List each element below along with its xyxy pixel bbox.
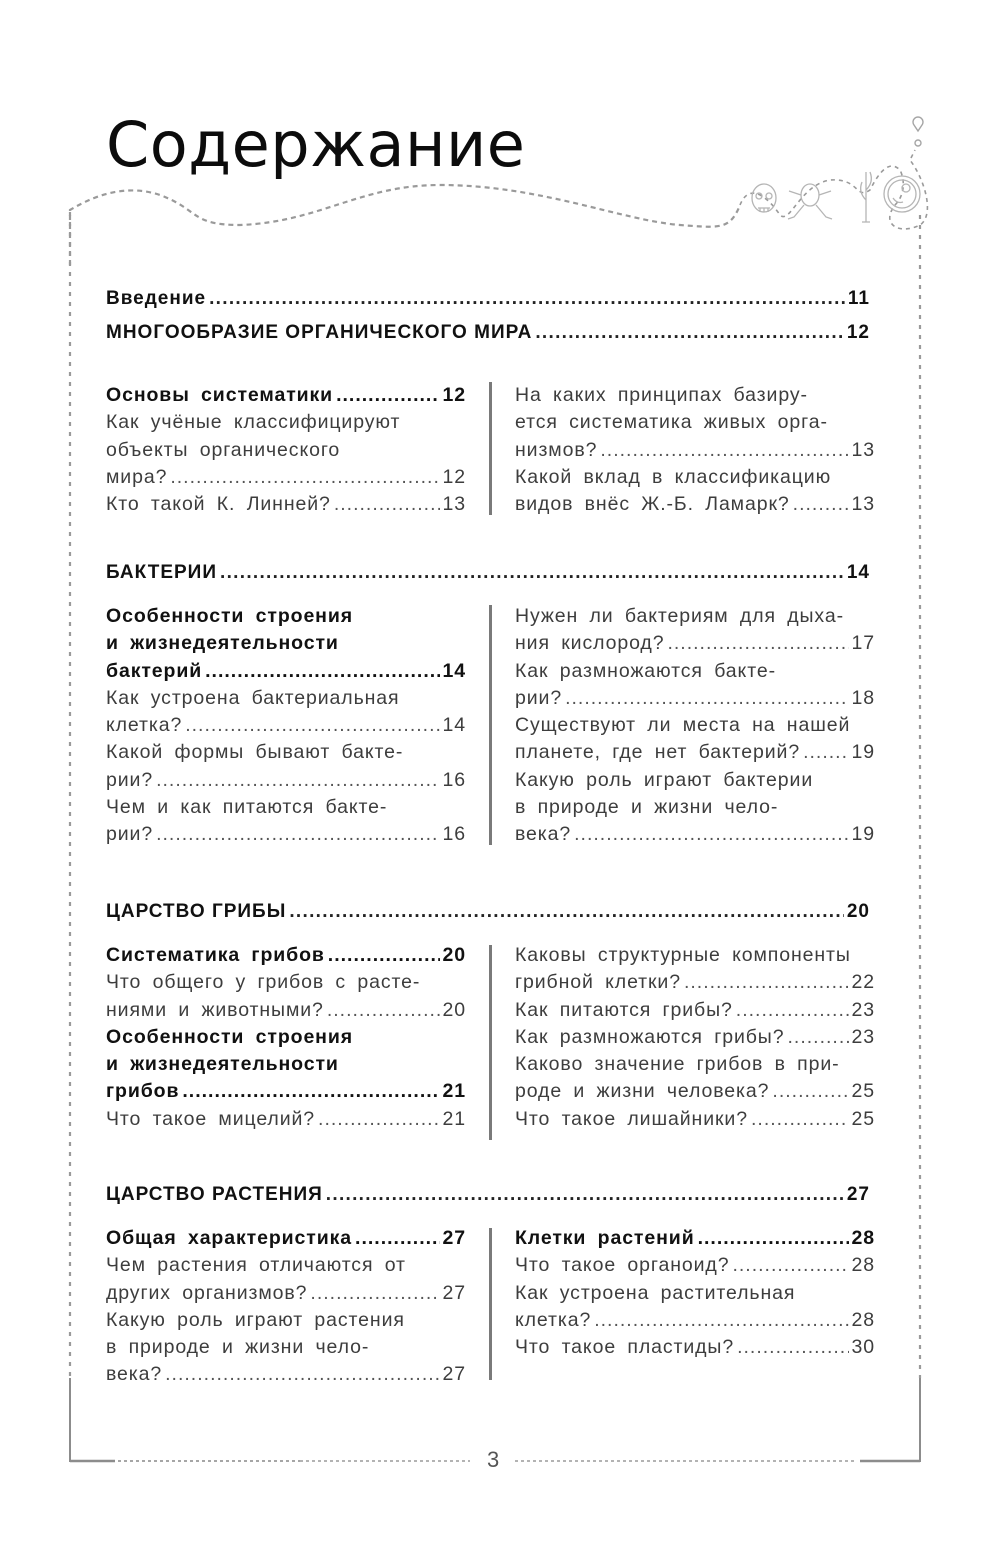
toc-section-page: 27 — [846, 1184, 870, 1205]
toc-entry-label: рии? — [106, 823, 154, 846]
toc-entry[interactable] — [515, 712, 875, 767]
toc-entry-page: 19 — [851, 823, 875, 846]
toc-entry[interactable] — [515, 464, 875, 519]
toc-entry[interactable] — [515, 658, 875, 713]
toc-subsection[interactable] — [106, 942, 466, 969]
toc-section-header[interactable] — [106, 895, 870, 929]
toc-entry-text: в природе и жизни чело- — [515, 796, 779, 819]
toc-column-right — [515, 1225, 875, 1361]
leader-dots — [600, 437, 848, 464]
toc-entry[interactable] — [515, 767, 875, 849]
toc-column-right — [515, 603, 875, 849]
toc-section-3[interactable] — [106, 895, 870, 929]
plant-icon — [861, 172, 872, 222]
toc-subsection[interactable] — [106, 1225, 466, 1252]
toc-entry-label: Введение — [106, 288, 207, 309]
toc-entry-page: 30 — [851, 1336, 875, 1359]
toc-entry-label: Как питаются грибы? — [515, 998, 733, 1021]
toc-entry[interactable] — [106, 1307, 466, 1389]
toc-entry-text: Как устроена бактериальная — [106, 686, 400, 709]
toc-entry-label: века? — [515, 823, 572, 846]
toc-entry-label: других организмов? — [106, 1281, 308, 1304]
toc-entry-page: 13 — [851, 438, 875, 461]
toc-section-header[interactable] — [106, 316, 870, 350]
toc-entry[interactable] — [106, 409, 466, 491]
toc-entry-page: 16 — [442, 768, 466, 791]
toc-section-header[interactable] — [106, 556, 870, 590]
toc-entry-page: 23 — [851, 998, 875, 1021]
toc-entry-text: Какой формы бывают бакте- — [106, 741, 404, 764]
leader-dots — [170, 464, 439, 491]
toc-entry-page: 22 — [851, 971, 875, 994]
toc-entry-page: 27 — [442, 1281, 466, 1304]
leader-dots — [535, 316, 844, 350]
leader-dots — [156, 767, 439, 794]
leader-dots — [182, 1078, 439, 1105]
toc-entry-text: Что общего у грибов с расте- — [106, 971, 421, 994]
toc-subsection[interactable] — [515, 1225, 875, 1252]
column-divider — [489, 945, 492, 1140]
toc-entry-text: Какой вклад в классификацию — [515, 465, 832, 488]
leader-dots — [318, 1106, 439, 1133]
toc-entry-page: 14 — [442, 659, 466, 682]
toc-entry-page: 21 — [442, 1080, 466, 1103]
toc-entry-page: 25 — [851, 1080, 875, 1103]
toc-entry[interactable] — [515, 1024, 875, 1051]
leader-dots — [334, 491, 440, 518]
toc-entry-text: Особенности строения — [106, 1025, 354, 1048]
toc-entry-label: рии? — [106, 768, 154, 791]
wavy-border-top — [70, 185, 740, 265]
toc-entry-page: 14 — [442, 714, 466, 737]
toc-entry-page: 20 — [442, 998, 466, 1021]
leader-dots — [220, 556, 844, 590]
toc-section-2[interactable] — [106, 556, 870, 590]
leader-dots — [336, 382, 439, 409]
toc-entry-text: объекты органического — [106, 438, 341, 461]
toc-subsection[interactable] — [106, 1024, 466, 1106]
toc-entry[interactable] — [106, 739, 466, 794]
toc-entry-page: 28 — [851, 1227, 875, 1249]
leader-dots — [793, 491, 849, 518]
leader-dots — [156, 821, 439, 848]
toc-section-label: ЦАРСТВО ГРИБЫ — [106, 901, 287, 922]
toc-entry-page: 18 — [851, 686, 875, 709]
toc-entry-intro[interactable] — [106, 282, 870, 316]
toc-entry-text: Как учёные классифицируют — [106, 411, 401, 434]
toc-entry-label: планете, где нет бактерий? — [515, 741, 801, 764]
leader-dots — [594, 1307, 848, 1334]
toc-entry-page: 20 — [442, 944, 466, 966]
toc-section-4[interactable] — [106, 1178, 870, 1212]
toc-entry-label: ния кислород? — [515, 632, 665, 655]
toc-section-page: 14 — [846, 562, 870, 583]
toc-entry-text: ется систематика живых орга- — [515, 411, 828, 434]
toc-entry-label: Что такое пластиды? — [515, 1336, 735, 1359]
toc-entry-page: 11 — [847, 288, 870, 309]
leader-dots — [328, 942, 440, 969]
toc-column-right — [515, 942, 875, 1133]
toc-entry-label: Как размножаются грибы? — [515, 1025, 785, 1048]
toc-entry-text: Какую роль играют бактерии — [515, 768, 814, 791]
toc-entry-page: 13 — [851, 493, 875, 516]
pin-icon — [913, 117, 923, 146]
toc-entry-text: На каких принципах базиру- — [515, 384, 808, 406]
leader-dots — [289, 895, 844, 929]
toc-entry-text: Каково значение грибов в при- — [515, 1053, 840, 1076]
leader-dots — [698, 1225, 849, 1252]
toc-entry[interactable] — [106, 1252, 466, 1307]
column-divider — [489, 382, 492, 515]
toc-entry-label: рии? — [515, 686, 563, 709]
leader-dots — [684, 969, 849, 996]
leader-dots — [310, 1280, 439, 1307]
column-divider — [489, 605, 492, 845]
leader-dots — [667, 630, 848, 657]
toc-section-label: БАКТЕРИИ — [106, 562, 217, 583]
page-title: Содержание — [106, 108, 526, 181]
leader-dots — [772, 1078, 848, 1105]
toc-subsection[interactable] — [106, 382, 466, 409]
leader-dots — [574, 821, 848, 848]
toc-entry-page: 27 — [442, 1227, 466, 1249]
toc-entry-label: клетка? — [515, 1308, 592, 1331]
toc-column-left — [106, 603, 466, 849]
toc-entry-label: Что такое лишайники? — [515, 1107, 748, 1130]
toc-section-label: МНОГООБРАЗИЕ ОРГАНИЧЕСКОГО МИРА — [106, 322, 533, 343]
toc-entry-text: Существуют ли места на нашей — [515, 714, 851, 737]
toc-entry-text: Как размножаются бакте- — [515, 659, 776, 682]
toc-entry[interactable] — [106, 794, 466, 849]
page-number: 3 — [487, 1447, 500, 1472]
toc-column-left — [106, 382, 466, 518]
toc-column-left — [106, 1225, 466, 1389]
leader-dots — [737, 1334, 848, 1361]
toc-column-right — [515, 382, 875, 518]
column-divider — [489, 1228, 492, 1380]
leader-dots — [326, 1178, 844, 1212]
toc-section-page: 20 — [846, 901, 870, 922]
toc-entry-page: 27 — [442, 1363, 466, 1386]
toc-entry[interactable] — [106, 685, 466, 740]
leader-dots — [185, 712, 439, 739]
toc-entry-page: 19 — [851, 741, 875, 764]
toc-entry-text: Какую роль играют растения — [106, 1308, 405, 1331]
toc-entry-text: Чем и как питаются бакте- — [106, 796, 388, 819]
leader-dots — [205, 658, 439, 685]
toc-entry-page: 12 — [442, 465, 466, 488]
leader-dots — [327, 997, 440, 1024]
toc-entry[interactable] — [515, 1252, 875, 1279]
toc-section-1[interactable] — [106, 316, 870, 350]
toc-entry-text: Каковы структурные компоненты — [515, 944, 851, 966]
toc-entry-label: Кто такой К. Линней? — [106, 493, 331, 516]
cell-icon — [884, 176, 920, 212]
toc-entry-label: роде и жизни человека? — [515, 1080, 770, 1103]
toc-entry[interactable] — [515, 1280, 875, 1335]
leader-dots — [355, 1225, 439, 1252]
toc-entry-text: Чем растения отличаются от — [106, 1254, 406, 1277]
toc-subsection[interactable] — [106, 603, 466, 685]
toc-entry-text: и жизнедеятельности — [106, 1053, 339, 1076]
toc-column-left — [106, 942, 466, 1133]
toc-entry-text: Особенности строения — [106, 605, 354, 627]
toc-entry[interactable] — [515, 1051, 875, 1106]
toc-entry[interactable] — [106, 491, 466, 518]
toc-entry-label: ниями и животными? — [106, 998, 324, 1021]
toc-entry-page: 25 — [851, 1107, 875, 1130]
toc-entry-label: низмов? — [515, 438, 598, 461]
toc-entry[interactable] — [106, 1106, 466, 1133]
toc-entry-text: Нужен ли бактериям для дыха- — [515, 605, 845, 627]
toc-entry[interactable] — [106, 969, 466, 1024]
toc-entry[interactable] — [515, 997, 875, 1024]
toc-entry-label: мира? — [106, 465, 168, 488]
toc-entry-page: 21 — [442, 1107, 466, 1130]
toc-section-header[interactable] — [106, 1178, 870, 1212]
toc-entry-page: 28 — [851, 1254, 875, 1277]
toc-entry-label: грибной клетки? — [515, 971, 681, 994]
toc-entry-page: 28 — [851, 1308, 875, 1331]
leader-dots — [565, 685, 848, 712]
toc-entry[interactable] — [515, 1334, 875, 1361]
skull-icon — [752, 184, 776, 212]
toc-entry-label: клетка? — [106, 714, 183, 737]
toc-entry[interactable] — [515, 603, 875, 658]
toc-entry-label: бактерий — [106, 659, 203, 682]
toc-entry-label: века? — [106, 1363, 163, 1386]
leader-dots — [209, 282, 845, 316]
toc-section-page: 12 — [846, 322, 870, 343]
toc-entry-label: Что такое органоид? — [515, 1254, 730, 1277]
toc-intro[interactable] — [106, 282, 870, 316]
toc-entry-label: Основы систематики — [106, 384, 334, 406]
toc-entry[interactable] — [515, 1106, 875, 1133]
toc-entry-label: Общая характеристика — [106, 1227, 353, 1249]
toc-entry-label: грибов — [106, 1080, 180, 1103]
toc-entry[interactable] — [515, 382, 875, 464]
toc-entry-page: 16 — [442, 823, 466, 846]
toc-entry-page: 13 — [442, 493, 466, 516]
toc-entry-text: в природе и жизни чело- — [106, 1336, 370, 1359]
leader-dots — [165, 1361, 439, 1388]
toc-entry-page: 17 — [851, 632, 875, 655]
toc-entry-label: видов внёс Ж.-Б. Ламарк? — [515, 493, 790, 516]
leader-dots — [732, 1252, 848, 1279]
toc-entry-text: Как устроена растительная — [515, 1281, 796, 1304]
leader-dots — [736, 997, 849, 1024]
toc-entry-text: и жизнедеятельности — [106, 632, 339, 655]
leader-dots — [787, 1024, 848, 1051]
leader-dots — [803, 739, 848, 766]
leader-dots — [751, 1106, 849, 1133]
toc-entry-page: 12 — [442, 384, 466, 406]
toc-entry-label: Систематика грибов — [106, 944, 325, 966]
toc-entry-page: 23 — [851, 1025, 875, 1048]
toc-section-label: ЦАРСТВО РАСТЕНИЯ — [106, 1184, 323, 1205]
toc-entry-label: Клетки растений — [515, 1227, 695, 1249]
toc-entry-label: Что такое мицелий? — [106, 1107, 316, 1130]
toc-entry[interactable] — [515, 942, 875, 997]
